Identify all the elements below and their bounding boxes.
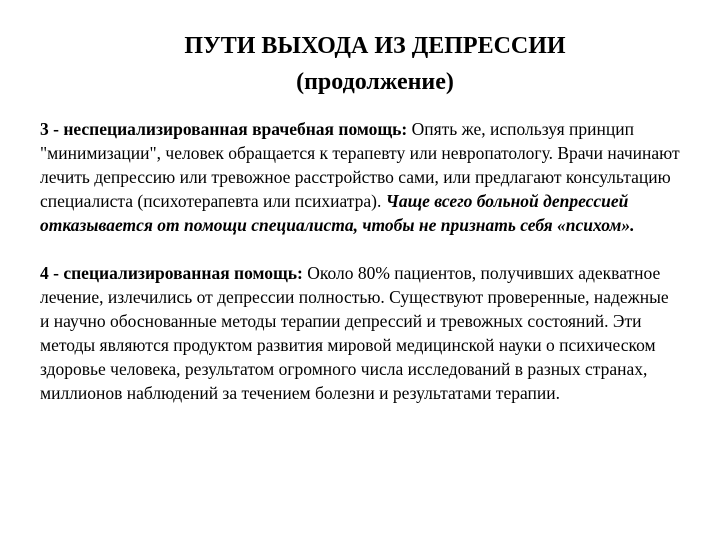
paragraph-nonspecialized-help xyxy=(40,117,680,237)
page-title xyxy=(90,28,660,100)
paragraph-text: Опять же, используя принцип "минимизации", человек обращается к терапевту или невропатологу. Врачи начинают лечить депрессию или тревожное расстройство сами, или предлагают консультацию специалиста (психотерапевта или психиатра). xyxy=(40,119,680,211)
paragraph-lead: 3 - неспециализированная врачебная помощь: xyxy=(40,119,408,139)
body-text xyxy=(40,117,680,405)
title-line-1: ПУТИ ВЫХОДА ИЗ ДЕПРЕССИИ xyxy=(184,33,566,59)
title-line-2: (продолжение) xyxy=(296,69,454,95)
paragraph-text: Около 80% пациентов, получивших адекватное лечение, излечились от депрессии полностью. Существуют проверенные, надежные и научно обоснованные методы терапии депрессий и тревожных состояний. Эти методы являются продуктом развития мировой медицинской науки о психическом здоровье человека, результатом огромного числа исследований в разных странах, миллионов наблюдений за течением болезни и результатами терапии. xyxy=(40,263,669,403)
paragraph-lead: 4 - специализированная помощь: xyxy=(40,263,303,283)
paragraph-specialized-help xyxy=(40,261,680,405)
paragraph-emphasis: Чаще всего больной депрессией отказывается от помощи специалиста, чтобы не признать себя «психом». xyxy=(40,191,635,235)
